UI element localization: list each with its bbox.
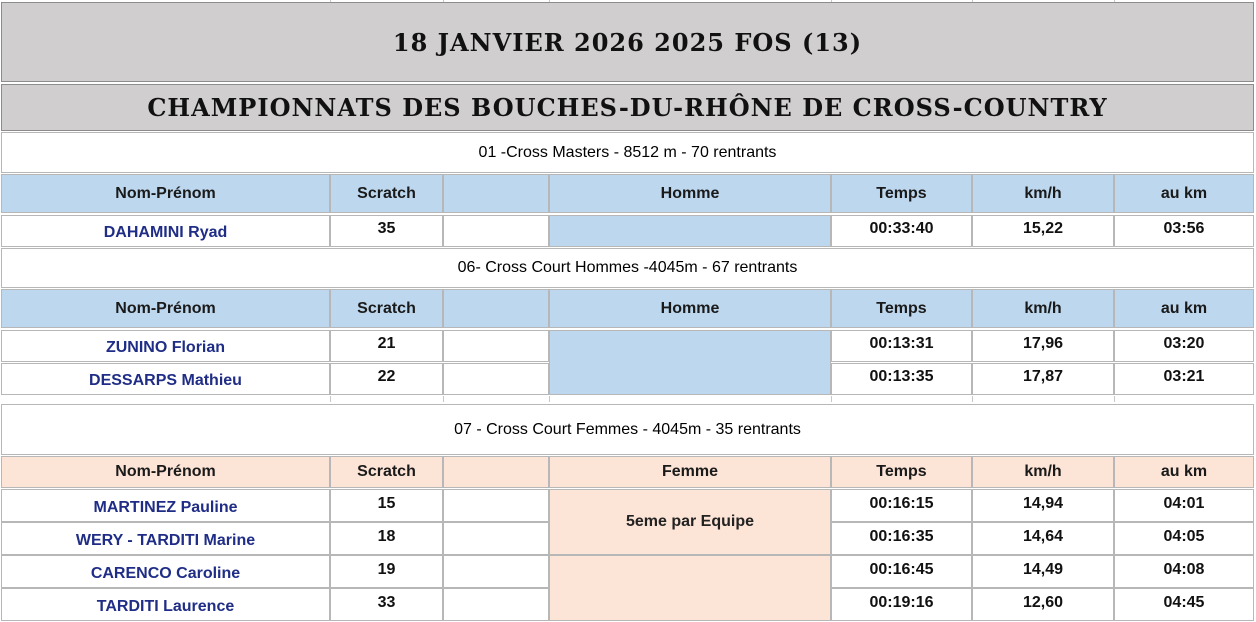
runner-time: 00:33:40 <box>831 215 972 247</box>
col-header-category: Homme <box>549 289 831 328</box>
empty-cell <box>443 215 549 247</box>
col-header-name: Nom-Prénom <box>1 456 330 488</box>
col-header-scratch: Scratch <box>330 456 443 488</box>
empty-cell <box>443 522 549 555</box>
race-title: 06- Cross Court Hommes -4045m - 67 rentrants <box>1 248 1254 288</box>
runner-speed: 15,22 <box>972 215 1114 247</box>
empty-cell <box>443 555 549 588</box>
runner-scratch: 19 <box>330 555 443 588</box>
spacer-gridlines <box>0 396 1256 402</box>
category-fill <box>549 215 831 247</box>
runner-name: TARDITI Laurence <box>1 588 330 621</box>
runner-pace: 04:01 <box>1114 489 1254 522</box>
runner-time: 00:19:16 <box>831 588 972 621</box>
race-title: 07 - Cross Court Femmes - 4045m - 35 rentrants <box>1 404 1254 455</box>
runner-pace: 03:56 <box>1114 215 1254 247</box>
col-header-aukm: au km <box>1114 174 1254 213</box>
runner-scratch: 22 <box>330 363 443 395</box>
runner-time: 00:13:35 <box>831 363 972 395</box>
runner-name: DAHAMINI Ryad <box>1 215 330 247</box>
runner-speed: 12,60 <box>972 588 1114 621</box>
empty-cell <box>443 588 549 621</box>
col-header-kmh: km/h <box>972 174 1114 213</box>
runner-pace: 03:20 <box>1114 330 1254 362</box>
runner-name: ZUNINO Florian <box>1 330 330 362</box>
runner-name: DESSARPS Mathieu <box>1 363 330 395</box>
empty-cell <box>443 330 549 362</box>
runner-speed: 14,94 <box>972 489 1114 522</box>
runner-time: 00:16:15 <box>831 489 972 522</box>
col-header-aukm: au km <box>1114 289 1254 328</box>
col-header-temps: Temps <box>831 456 972 488</box>
runner-name: CARENCO Caroline <box>1 555 330 588</box>
team-ranking-note: 5eme par Equipe <box>549 489 831 555</box>
runner-speed: 17,87 <box>972 363 1114 395</box>
event-date-banner <box>1 2 1254 82</box>
runner-pace: 04:45 <box>1114 588 1254 621</box>
runner-pace: 04:05 <box>1114 522 1254 555</box>
col-header-blank <box>443 174 549 213</box>
category-fill <box>549 330 831 395</box>
runner-name: MARTINEZ Pauline <box>1 489 330 522</box>
col-header-kmh: km/h <box>972 456 1114 488</box>
runner-speed: 14,64 <box>972 522 1114 555</box>
col-header-category: Femme <box>549 456 831 488</box>
col-header-blank <box>443 456 549 488</box>
runner-time: 00:13:31 <box>831 330 972 362</box>
empty-cell <box>443 489 549 522</box>
col-header-name: Nom-Prénom <box>1 174 330 213</box>
runner-pace: 04:08 <box>1114 555 1254 588</box>
runner-scratch: 33 <box>330 588 443 621</box>
runner-speed: 14,49 <box>972 555 1114 588</box>
event-date-text: 18 JANVIER 2026 2025 FOS (13) <box>392 27 863 57</box>
col-header-temps: Temps <box>831 289 972 328</box>
col-header-scratch: Scratch <box>330 289 443 328</box>
col-header-category: Homme <box>549 174 831 213</box>
runner-scratch: 35 <box>330 215 443 247</box>
runner-scratch: 18 <box>330 522 443 555</box>
col-header-aukm: au km <box>1114 456 1254 488</box>
col-header-temps: Temps <box>831 174 972 213</box>
championship-title-text: CHAMPIONNATS DES BOUCHES-DU-RHÔNE DE CROSS-COUNTRY <box>147 93 1108 122</box>
runner-speed: 17,96 <box>972 330 1114 362</box>
col-header-blank <box>443 289 549 328</box>
empty-cell <box>443 363 549 395</box>
runner-time: 00:16:35 <box>831 522 972 555</box>
runner-scratch: 21 <box>330 330 443 362</box>
category-fill <box>549 555 831 621</box>
col-header-name: Nom-Prénom <box>1 289 330 328</box>
championship-title-banner <box>1 84 1254 131</box>
runner-name: WERY - TARDITI Marine <box>1 522 330 555</box>
race-title: 01 -Cross Masters - 8512 m - 70 rentrants <box>1 132 1254 173</box>
runner-time: 00:16:45 <box>831 555 972 588</box>
runner-scratch: 15 <box>330 489 443 522</box>
col-header-scratch: Scratch <box>330 174 443 213</box>
runner-pace: 03:21 <box>1114 363 1254 395</box>
col-header-kmh: km/h <box>972 289 1114 328</box>
